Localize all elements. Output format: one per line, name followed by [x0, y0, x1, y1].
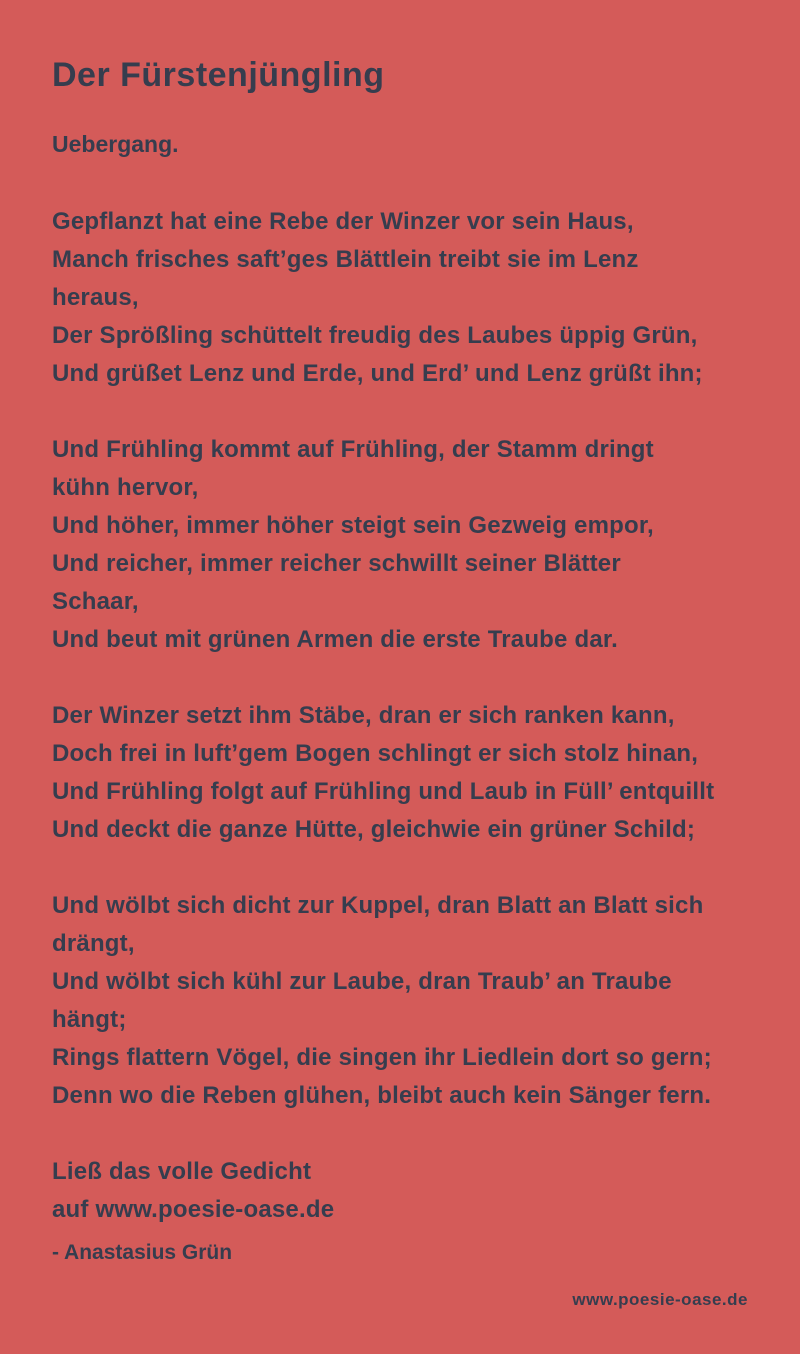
poem-line: Und deckt die ganze Hütte, gleichwie ein grüner Schild;: [52, 816, 696, 843]
poem-line: Und höher, immer höher steigt sein Gezweig empor,: [52, 512, 654, 539]
poem-author: - Anastasius Grün: [52, 1241, 233, 1264]
poem-line: hängt;: [52, 1006, 127, 1033]
poem-line: Und grüßet Lenz und Erde, und Erd’ und Lenz grüßt ihn;: [52, 360, 703, 387]
stanza-4: [52, 887, 760, 1115]
watermark-url: www.poesie-oase.de: [572, 1290, 748, 1309]
poem-line: Schaar,: [52, 588, 139, 615]
poem-line: Denn wo die Reben glühen, bleibt auch kein Sänger fern.: [52, 1082, 712, 1109]
poem-line: Und Frühling kommt auf Frühling, der Stamm dringt: [52, 436, 654, 463]
poem-line: Gepflanzt hat eine Rebe der Winzer vor sein Haus,: [52, 208, 634, 235]
callout-line: Ließ das volle Gedicht: [52, 1158, 312, 1185]
poem-line: drängt,: [52, 930, 135, 957]
poem-line: Und beut mit grünen Armen die erste Traube dar.: [52, 626, 618, 653]
poem-line: Der Winzer setzt ihm Stäbe, dran er sich ranken kann,: [52, 702, 675, 729]
poem-line: Manch frisches saft’ges Blättlein treibt sie im Lenz: [52, 246, 639, 273]
stanza-3: [52, 697, 760, 849]
poem-line: heraus,: [52, 284, 139, 311]
poem-line: kühn hervor,: [52, 474, 199, 501]
stanza-2: [52, 431, 760, 659]
stanza-1: [52, 203, 760, 393]
poem-line: Der Sprößling schüttelt freudig des Laubes üppig Grün,: [52, 322, 698, 349]
full-poem-callout: [52, 1153, 334, 1229]
poem-line: Und reicher, immer reicher schwillt seiner Blätter: [52, 550, 621, 577]
poem-line: Und Frühling folgt auf Frühling und Laub in Füll’ entquillt: [52, 778, 715, 805]
poem-line: Und wölbt sich dicht zur Kuppel, dran Blatt an Blatt sich: [52, 892, 704, 919]
poem-title: Der Fürstenjüngling: [52, 56, 385, 94]
poem-line: Rings flattern Vögel, die singen ihr Liedlein dort so gern;: [52, 1044, 712, 1071]
poem-line: Doch frei in luft’gem Bogen schlingt er sich stolz hinan,: [52, 740, 699, 767]
poem-subtitle: Uebergang.: [52, 131, 179, 157]
poem-line: Und wölbt sich kühl zur Laube, dran Traub’ an Traube: [52, 968, 672, 995]
callout-url: auf www.poesie-oase.de: [52, 1196, 335, 1223]
